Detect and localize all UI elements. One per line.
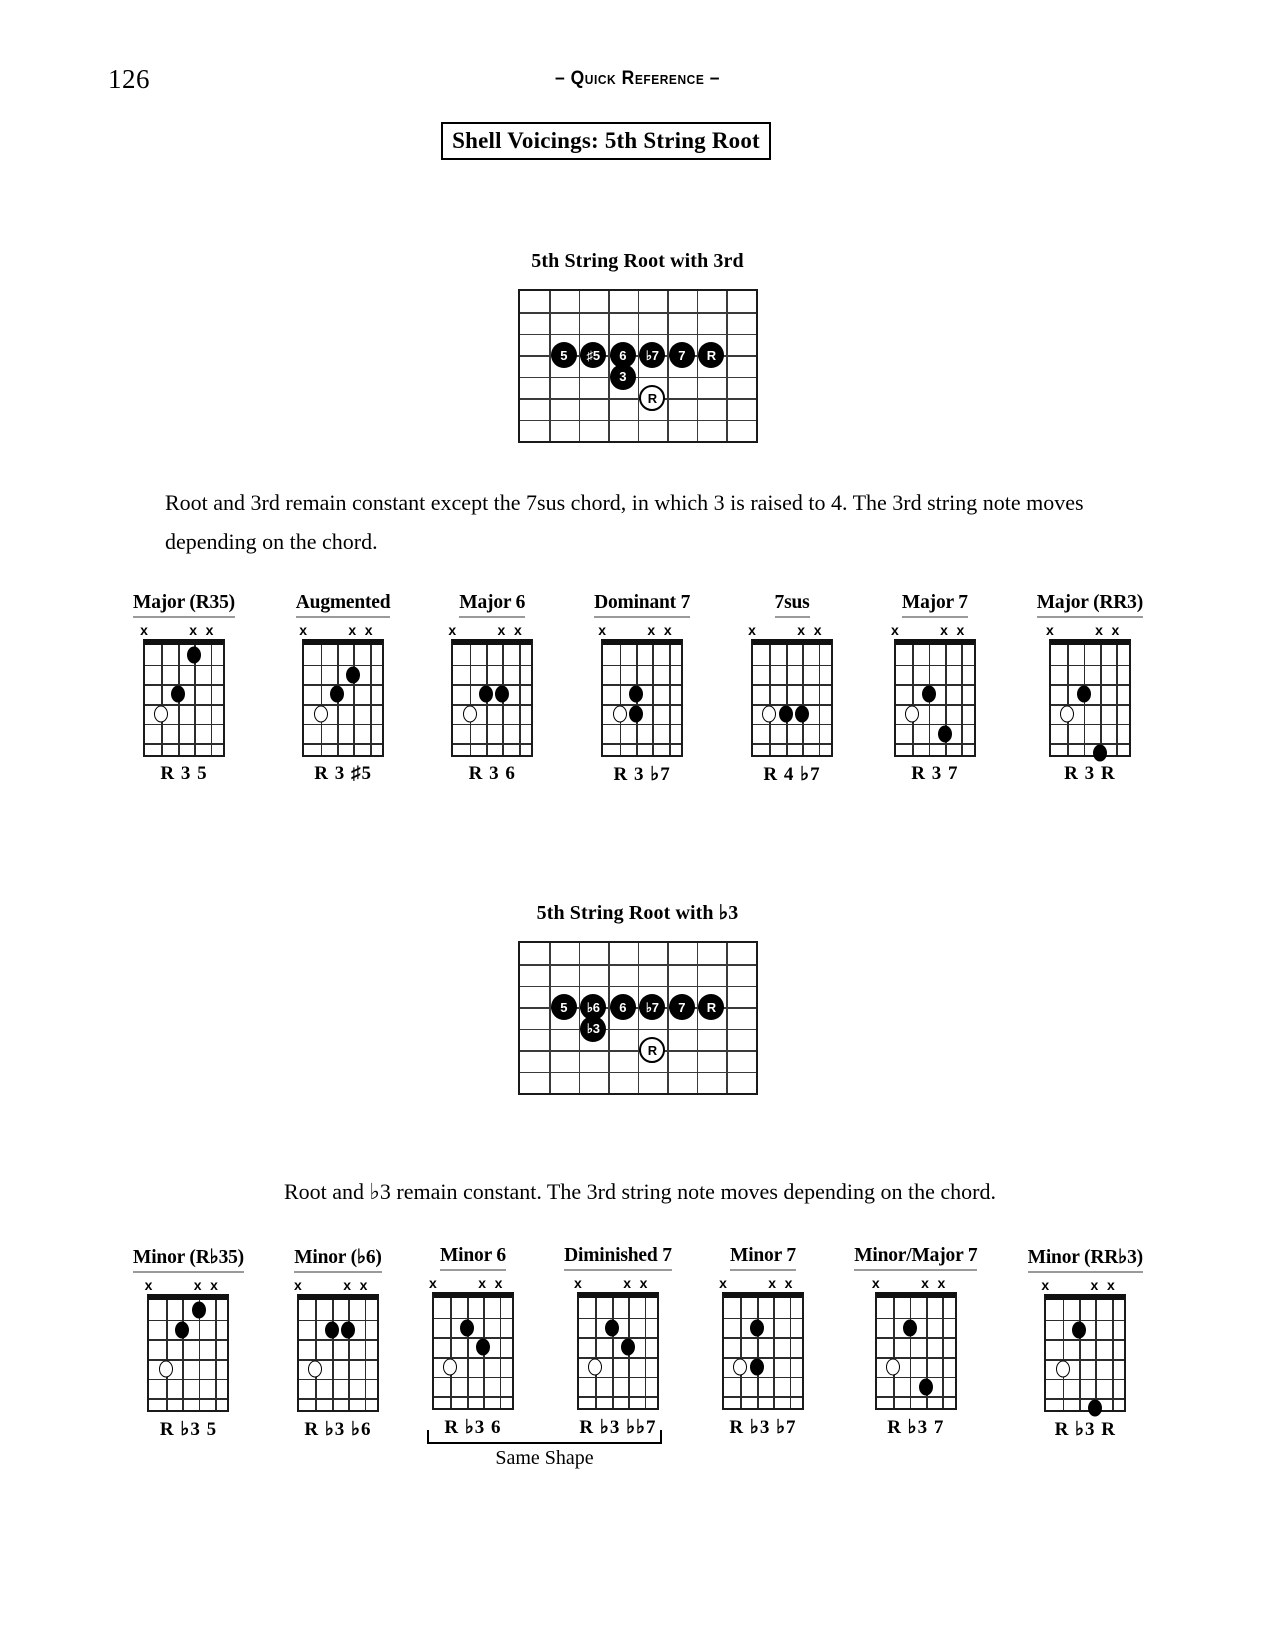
- mute-x-icon: x: [940, 622, 948, 638]
- chord-string-line: [1079, 1300, 1081, 1410]
- chord-finger-dot: [171, 686, 185, 703]
- chord-string-line: [365, 1300, 367, 1410]
- chord-name: Minor (RR♭3): [1028, 1245, 1143, 1273]
- chord-finger-dot: [621, 1339, 635, 1356]
- chord-string-line: [595, 1298, 597, 1408]
- fretboard-fret-line: [697, 291, 699, 441]
- fretboard-minor-title: 5th String Root with ♭3: [536, 902, 739, 924]
- chord-name: 7sus: [775, 592, 810, 618]
- muted-string-markers: [871, 1275, 957, 1292]
- chord-grid: [147, 1294, 229, 1412]
- mute-x-icon: x: [348, 622, 357, 638]
- chord-finger-dot: [779, 705, 793, 722]
- chord-finger-dot: [919, 1378, 933, 1395]
- chord-finger-dot: [750, 1358, 764, 1375]
- fretboard-fret-line: [579, 291, 581, 441]
- chord-name: Major 7: [902, 592, 968, 618]
- chord-finger-dot: [175, 1321, 189, 1338]
- chord-diagram-minor-7[interactable]: [719, 1245, 804, 1441]
- mute-x-icon: x: [1095, 622, 1103, 638]
- muted-string-markers: [1045, 622, 1131, 639]
- chord-finger-dot: [341, 1321, 355, 1338]
- chord-intervals: R 3 6: [468, 763, 516, 784]
- chord-finger-dot: [192, 1301, 206, 1318]
- chord-finger-dot: [1093, 745, 1107, 762]
- fretboard-fret-line: [638, 291, 640, 441]
- mute-x-icon: x: [797, 622, 806, 638]
- chord-string-line: [370, 645, 372, 755]
- chord-finger-dot: [1088, 1400, 1102, 1417]
- chord-string-line: [819, 645, 821, 755]
- mute-x-icon: x: [448, 622, 457, 638]
- chord-diagram-minor-rr-3[interactable]: [1028, 1245, 1143, 1441]
- chord-root-dot: [733, 1358, 747, 1375]
- running-head: – Quick Reference –: [554, 68, 721, 89]
- chord-string-line: [740, 1298, 742, 1408]
- chord-root-dot: [905, 705, 919, 722]
- fretboard-note-6: 6: [610, 994, 636, 1020]
- mute-x-icon: x: [429, 1275, 437, 1291]
- paragraph-major: Root and 3rd remain constant except the 7sus chord, in which 3 is raised to 4. The 3rd string note moves depending on the chord.: [165, 490, 1084, 554]
- fretboard-fret-line: [608, 943, 610, 1093]
- mute-x-icon: x: [813, 622, 822, 638]
- chord-string-line: [1116, 645, 1118, 755]
- muted-string-markers: [448, 622, 533, 639]
- chord-root-dot: [886, 1358, 900, 1375]
- fretboard-note-R: R: [698, 342, 724, 368]
- mute-x-icon: x: [478, 1275, 487, 1291]
- mute-x-icon: x: [140, 622, 148, 638]
- fretboard-note-6: ♭6: [580, 994, 606, 1020]
- chord-string-line: [211, 645, 213, 755]
- chord-finger-dot: [495, 686, 509, 703]
- chord-finger-dot: [330, 686, 344, 703]
- mute-x-icon: x: [663, 622, 672, 638]
- chord-string-line: [942, 1298, 944, 1408]
- fretboard-note-R: R: [639, 1037, 665, 1063]
- mute-x-icon: x: [639, 1275, 648, 1291]
- chord-finger-dot: [476, 1339, 490, 1356]
- chord-string-line: [353, 645, 355, 755]
- chord-intervals: R 3 R: [1064, 763, 1116, 784]
- fretboard-note-R: R: [698, 994, 724, 1020]
- chord-string-line: [790, 1298, 792, 1408]
- mute-x-icon: x: [205, 622, 214, 638]
- mute-x-icon: x: [871, 1275, 880, 1291]
- chord-string-line: [467, 1298, 469, 1408]
- chord-diagram-diminished-7[interactable]: [564, 1245, 672, 1441]
- chord-diagram-major-rr3[interactable]: [1037, 592, 1143, 786]
- chord-name: Dominant 7: [594, 592, 690, 618]
- chord-intervals: R 3 ♭7: [613, 764, 671, 785]
- chord-name: Minor (♭6): [294, 1245, 382, 1273]
- chord-name: Minor/Major 7: [854, 1245, 977, 1271]
- chord-finger-dot: [605, 1319, 619, 1336]
- mute-x-icon: x: [574, 1275, 582, 1291]
- chord-diagram-minor-6[interactable]: [294, 1245, 382, 1441]
- chord-string-line: [786, 645, 788, 755]
- chord-string-line: [1112, 1300, 1114, 1410]
- chord-row-major: [133, 592, 1143, 786]
- chord-string-line: [652, 645, 654, 755]
- mute-x-icon: x: [784, 1275, 793, 1291]
- mute-x-icon: x: [1090, 1277, 1099, 1293]
- section-title-box: [441, 122, 771, 160]
- fretboard-minor-block: [405, 900, 870, 1095]
- chord-intervals: R ♭3 ♭♭7: [579, 1417, 657, 1438]
- chord-diagram-major-r35[interactable]: [133, 592, 235, 786]
- chord-string-line: [769, 645, 771, 755]
- chord-diagram-major-7[interactable]: [890, 592, 976, 786]
- chord-string-line: [215, 1300, 217, 1410]
- chord-root-dot: [154, 705, 168, 722]
- fretboard-fret-line: [549, 943, 551, 1093]
- chord-intervals: R ♭3 R: [1054, 1419, 1116, 1440]
- chord-string-line: [166, 1300, 168, 1410]
- chord-finger-dot: [629, 705, 643, 722]
- fretboard-note-5: 5: [551, 994, 577, 1020]
- chord-string-line: [773, 1298, 775, 1408]
- chord-grid: [297, 1294, 379, 1412]
- mute-x-icon: x: [494, 1275, 503, 1291]
- muted-string-markers: [598, 622, 683, 639]
- chord-string-line: [645, 1298, 647, 1408]
- muted-string-markers: [429, 1275, 514, 1292]
- same-shape-bracket: [427, 1430, 662, 1444]
- chord-root-dot: [613, 705, 627, 722]
- chord-finger-dot: [750, 1319, 764, 1336]
- mute-x-icon: x: [359, 1277, 368, 1293]
- chord-string-line: [332, 1300, 334, 1410]
- chord-finger-dot: [1077, 686, 1091, 703]
- mute-x-icon: x: [364, 622, 373, 638]
- chord-grid: [751, 639, 833, 757]
- section-title: Shell Voicings: 5th String Root: [452, 128, 760, 153]
- fretboard-note-7: 7: [669, 994, 695, 1020]
- mute-x-icon: x: [144, 1277, 153, 1293]
- chord-name: Minor 7: [730, 1245, 796, 1271]
- chord-diagram-augmented[interactable]: [296, 592, 391, 786]
- muted-string-markers: [299, 622, 384, 639]
- chord-root-dot: [1056, 1360, 1070, 1377]
- chord-diagram-major-6[interactable]: [448, 592, 533, 786]
- mute-x-icon: x: [1045, 622, 1054, 638]
- same-shape-group: [427, 1430, 662, 1470]
- chord-finger-dot: [479, 686, 493, 703]
- fretboard-fret-line: [726, 291, 728, 441]
- mute-x-icon: x: [719, 1275, 727, 1291]
- fretboard-fret-line: [549, 291, 551, 441]
- chord-finger-dot: [629, 686, 643, 703]
- chord-root-dot: [463, 705, 477, 722]
- chord-grid: [601, 639, 683, 757]
- fretboard-major-block: [405, 250, 870, 443]
- chord-string-line: [1063, 1300, 1065, 1410]
- fretboard-major-title: 5th String Root with 3rd: [531, 250, 744, 272]
- mute-x-icon: x: [623, 1275, 632, 1291]
- same-shape-label: Same Shape: [495, 1447, 594, 1469]
- mute-x-icon: x: [210, 1277, 218, 1293]
- mute-x-icon: x: [497, 622, 506, 638]
- chord-string-line: [893, 1298, 895, 1408]
- mute-x-icon: x: [193, 1277, 202, 1293]
- chord-grid: [894, 639, 976, 757]
- chord-grid: [451, 639, 533, 757]
- chord-string-line: [1100, 645, 1102, 755]
- mute-x-icon: x: [513, 622, 522, 638]
- fretboard-note-3: 3: [610, 364, 636, 390]
- chord-grid: [302, 639, 384, 757]
- mute-x-icon: x: [1106, 1277, 1115, 1293]
- fretboard-fret-line: [667, 943, 669, 1093]
- chord-intervals: R ♭3 6: [444, 1417, 502, 1438]
- chord-finger-dot: [903, 1319, 917, 1336]
- chord-name: Augmented: [296, 592, 391, 618]
- chord-intervals: R 3 5: [160, 763, 208, 784]
- chord-string-line: [912, 645, 914, 755]
- chord-row-minor: [133, 1245, 1143, 1441]
- chord-string-line: [757, 1298, 759, 1408]
- chord-finger-dot: [938, 725, 952, 742]
- muted-string-markers: [890, 622, 976, 639]
- chord-diagram-dominant-7[interactable]: [594, 592, 690, 786]
- fretboard-note-7: ♭7: [639, 994, 665, 1020]
- fretboard-note-3: ♭3: [580, 1016, 606, 1042]
- chord-root-dot: [1060, 705, 1074, 722]
- chord-grid: [875, 1292, 957, 1410]
- chord-name: Diminished 7: [564, 1245, 672, 1271]
- chord-grid: [143, 639, 225, 757]
- chord-string-line: [182, 1300, 184, 1410]
- chord-string-line: [321, 645, 323, 755]
- chord-name: Major 6: [459, 592, 525, 618]
- muted-string-markers: [294, 1277, 379, 1294]
- chord-root-dot: [588, 1358, 602, 1375]
- mute-x-icon: x: [647, 622, 656, 638]
- mute-x-icon: x: [921, 1275, 929, 1291]
- chord-root-dot: [308, 1360, 322, 1377]
- chord-finger-dot: [1072, 1321, 1086, 1338]
- fretboard-note-6: 6: [610, 342, 636, 368]
- chord-root-dot: [159, 1360, 173, 1377]
- chord-string-line: [910, 1298, 912, 1408]
- chord-string-line: [669, 645, 671, 755]
- mute-x-icon: x: [768, 1275, 777, 1291]
- chord-string-line: [519, 645, 521, 755]
- fretboard-major-diagram: [518, 289, 758, 443]
- mute-x-icon: x: [937, 1275, 946, 1291]
- chord-name: Major (RR3): [1037, 592, 1143, 618]
- chord-finger-dot: [346, 666, 360, 683]
- mute-x-icon: x: [1111, 622, 1120, 638]
- chord-grid: [1044, 1294, 1126, 1412]
- paragraph-minor: Root and ♭3 remain constant. The 3rd string note moves depending on the chord.: [284, 1179, 996, 1204]
- mute-x-icon: x: [299, 622, 308, 638]
- mute-x-icon: x: [748, 622, 756, 638]
- chord-string-line: [612, 1298, 614, 1408]
- chord-string-line: [161, 645, 163, 755]
- chord-string-line: [620, 645, 622, 755]
- fretboard-fret-line: [608, 291, 610, 441]
- chord-finger-dot: [187, 646, 201, 663]
- chord-string-line: [802, 645, 804, 755]
- chord-intervals: R 3 7: [911, 763, 959, 784]
- chord-intervals: R ♭3 ♭7: [729, 1417, 797, 1438]
- fretboard-note-5: ♯5: [580, 342, 606, 368]
- chord-string-line: [961, 645, 963, 755]
- fretboard-fret-line: [638, 943, 640, 1093]
- chord-finger-dot: [922, 686, 936, 703]
- mute-x-icon: x: [598, 622, 607, 638]
- chord-name: Minor (R♭35): [133, 1245, 244, 1273]
- chord-diagram-minor-6[interactable]: [429, 1245, 514, 1441]
- chord-string-line: [315, 1300, 317, 1410]
- chord-string-line: [450, 1298, 452, 1408]
- fretboard-minor-diagram: [518, 941, 758, 1095]
- chord-grid: [432, 1292, 514, 1410]
- mute-x-icon: x: [1041, 1277, 1050, 1293]
- chord-root-dot: [314, 705, 328, 722]
- mute-x-icon: x: [956, 622, 965, 638]
- chord-intervals: R ♭3 5: [159, 1419, 218, 1440]
- chord-intervals: R ♭3 7: [887, 1417, 945, 1438]
- muted-string-markers: [719, 1275, 804, 1292]
- chord-diagram-minor-major-7[interactable]: [854, 1245, 977, 1441]
- fretboard-note-7: 7: [669, 342, 695, 368]
- fretboard-note-R: R: [639, 385, 665, 411]
- chord-name: Minor 6: [440, 1245, 506, 1271]
- chord-string-line: [1095, 1300, 1097, 1410]
- chord-finger-dot: [325, 1321, 339, 1338]
- page-number: 126: [108, 64, 150, 94]
- fretboard-note-7: ♭7: [639, 342, 665, 368]
- mute-x-icon: x: [294, 1277, 302, 1293]
- chord-diagram-7sus[interactable]: [748, 592, 833, 786]
- chord-diagram-minor-r-35[interactable]: [133, 1245, 244, 1441]
- chord-name: Major (R35): [133, 592, 235, 618]
- chord-intervals: R 4 ♭7: [763, 764, 821, 785]
- chord-root-dot: [762, 705, 776, 722]
- chord-string-line: [470, 645, 472, 755]
- mute-x-icon: x: [890, 622, 899, 638]
- fretboard-fret-line: [697, 943, 699, 1093]
- fretboard-fret-line: [667, 291, 669, 441]
- muted-string-markers: [140, 622, 225, 639]
- chord-intervals: R 3 ♯5: [314, 763, 372, 784]
- chord-string-line: [500, 1298, 502, 1408]
- mute-x-icon: x: [189, 622, 198, 638]
- chord-finger-dot: [795, 705, 809, 722]
- muted-string-markers: [574, 1275, 659, 1292]
- muted-string-markers: [1041, 1277, 1126, 1294]
- chord-grid: [1049, 639, 1131, 757]
- chord-finger-dot: [460, 1319, 474, 1336]
- chord-string-line: [348, 1300, 350, 1410]
- chord-root-dot: [443, 1358, 457, 1375]
- fretboard-note-5: 5: [551, 342, 577, 368]
- chord-grid: [577, 1292, 659, 1410]
- chord-intervals: R ♭3 ♭6: [304, 1419, 372, 1440]
- chord-grid: [722, 1292, 804, 1410]
- fretboard-fret-line: [726, 943, 728, 1093]
- fretboard-fret-line: [579, 943, 581, 1093]
- muted-string-markers: [748, 622, 833, 639]
- chord-string-line: [1067, 645, 1069, 755]
- mute-x-icon: x: [343, 1277, 352, 1293]
- muted-string-markers: [144, 1277, 229, 1294]
